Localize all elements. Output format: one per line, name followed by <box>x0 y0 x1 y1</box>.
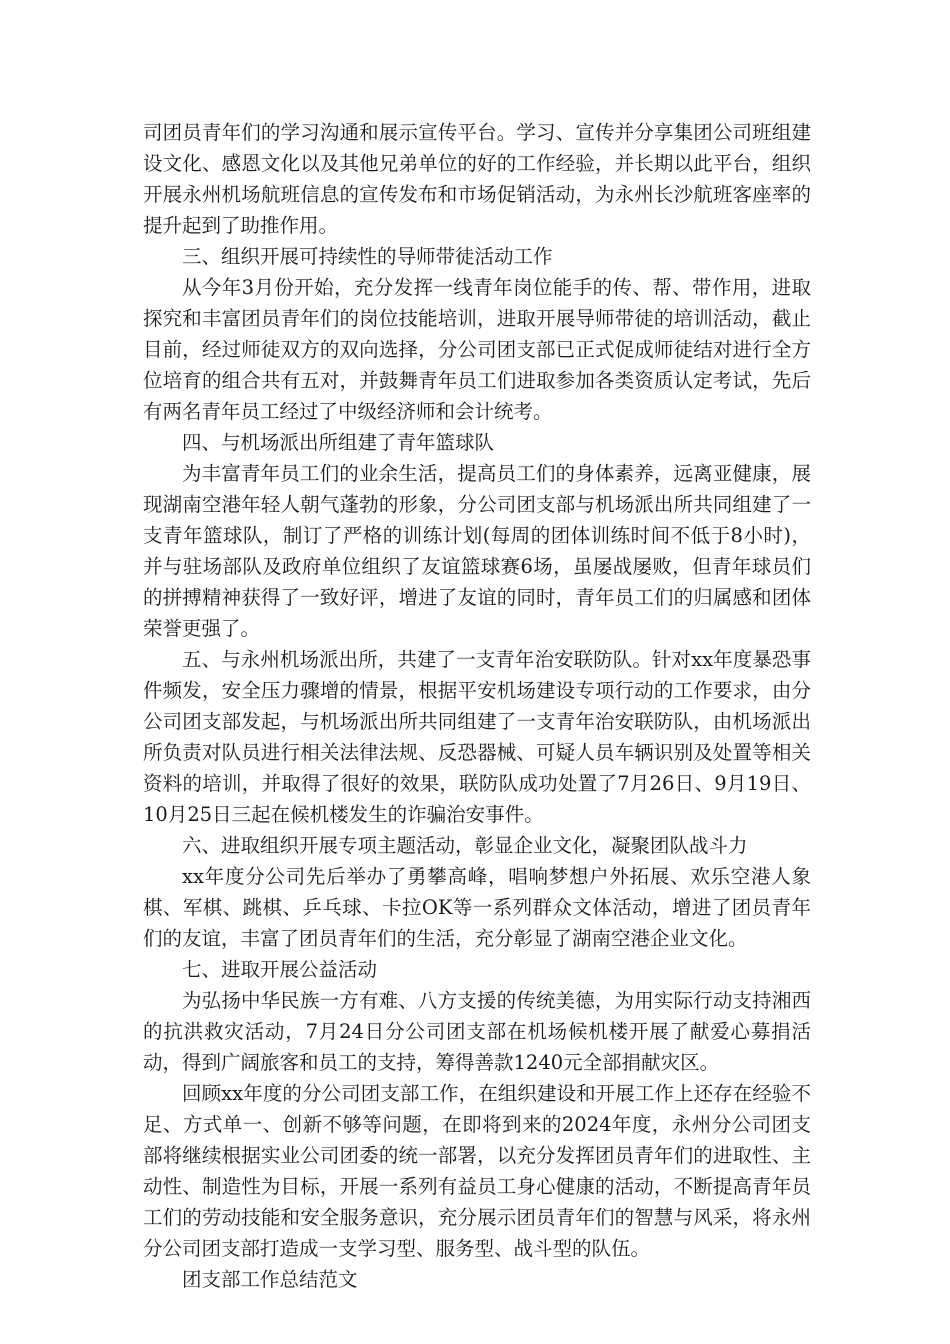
paragraph-mentorship: 从今年3月份开始，充分发挥一线青年岗位能手的传、帮、带作用，进取探究和丰富团员青年们的岗位技能培训，进取开展导师带徒的培训活动，截止目前，经过师徒双方的双向选择，分公司团支部已正式促成师徒结对进行全方位培育的组合共有五对，并鼓舞青年员工们进取参加各类资质认定考试，先后有两名青年员工经过了中级经济师和会计统考。 <box>143 276 811 423</box>
paragraph-charity: 为弘扬中华民族一方有难、八方支援的传统美德，为用实际行动支持湘西的抗洪救灾活动，7月24日分公司团支部在机场候机楼开展了献爱心募捐活动，得到广阔旅客和员工的支持，筹得善款1240元全部捐献灾区。 <box>143 989 811 1074</box>
section-heading-charity: 七、进取开展公益活动 <box>182 958 378 981</box>
document-body <box>143 117 811 1295</box>
paragraph-basketball: 为丰富青年员工们的业余生活，提高员工们的身体素养，远离亚健康，展现湖南空港年轻人朝气蓬勃的形象，分公司团支部与机场派出所共同组建了一支青年篮球队，制订了严格的训练计划(每周的团体训练时间不低于8小时)，并与驻场部队及政府单位组织了友谊篮球赛6场，虽屡战屡败，但青年球员们的拼搏精神获得了一致好评，增进了友谊的同时，青年员工们的归属感和团体荣誉更强了。 <box>143 462 811 640</box>
section-heading-basketball: 四、与机场派出所组建了青年篮球队 <box>182 431 495 454</box>
paragraph-intro-continuation: 司团员青年们的学习沟通和展示宣传平台。学习、宣传并分享集团公司班组建设文化、感恩文化以及其他兄弟单位的好的工作经验，并长期以此平台，组织开展永州机场航班信息的宣传发布和市场促销活动，为永州长沙航班客座率的提升起到了助推作用。 <box>143 121 811 237</box>
document-closing-title: 团支部工作总结范文 <box>182 1268 358 1291</box>
paragraph-review: 回顾xx年度的分公司团支部工作，在组织建设和开展工作上还存在经验不足、方式单一、创新不够等问题，在即将到来的2024年度，永州分公司团支部将继续根据实业公司团委的统一部署，以充分发挥团员青年们的进取性、主动性、制造性为目标，开展一系列有益员工身心健康的活动，不断提高青年员工们的劳动技能和安全服务意识，充分展示团员青年们的智慧与风采，将永州分公司团支部打造成一支学习型、服务型、战斗型的队伍。 <box>143 1082 811 1260</box>
paragraph-security-patrol: 五、与永州机场派出所，共建了一支青年治安联防队。针对xx年度暴恐事件频发，安全压力骤增的情景，根据平安机场建设专项行动的工作要求，由分公司团支部发起，与机场派出所共同组建了一支青年治安联防队，由机场派出所负责对队员进行相关法律法规、反恐器械、可疑人员车辆识别及处置等相关资料的培训，并取得了很好的效果，联防队成功处置了7月26日、9月19日、10月25日三起在候机楼发生的诈骗治安事件。 <box>143 648 811 826</box>
section-heading-themed-activities: 六、进取组织开展专项主题活动，彰显企业文化，凝聚团队战斗力 <box>182 834 748 857</box>
paragraph-themed-activities: xx年度分公司先后举办了勇攀高峰，唱响梦想户外拓展、欢乐空港人象棋、军棋、跳棋、乒乓球、卡拉OK等一系列群众文体活动，增进了团员青年们的友谊，丰富了团员青年们的生活，充分彰显了湖南空港企业文化。 <box>143 865 811 950</box>
section-heading-mentorship: 三、组织开展可持续性的导师带徒活动工作 <box>182 245 553 268</box>
